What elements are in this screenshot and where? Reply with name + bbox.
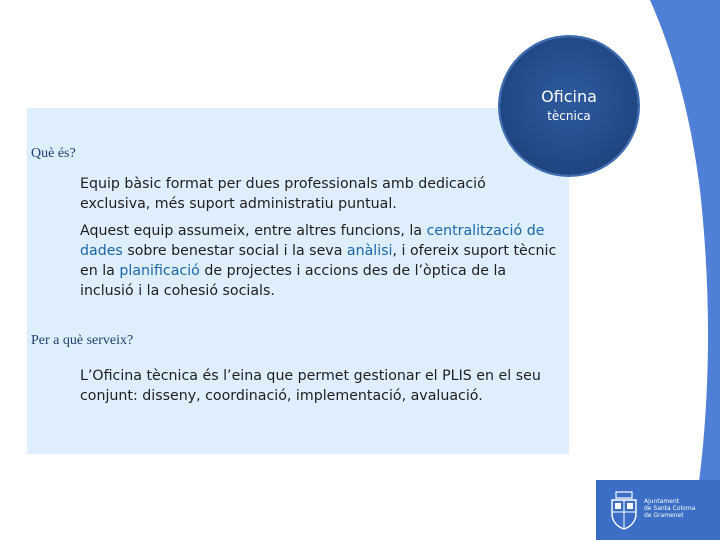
- logo-line: de Gramenet: [644, 512, 684, 519]
- text-segment: de projectes i accions des de l’òptica de la inclusió i la cohesió socials.: [80, 263, 507, 299]
- text-segment: Aquest equip assumeix, entre altres funcions, la: [80, 223, 427, 239]
- coat-of-arms-icon: [608, 490, 640, 530]
- blue-side-band: [650, 0, 720, 540]
- council-logo: [596, 480, 720, 540]
- paragraph-team: Equip bàsic format per dues professionals amb dedicació exclusiva, més suport administratiu puntual.: [80, 176, 486, 212]
- text-segment: sobre benestar social i la seva: [122, 243, 347, 259]
- highlight-analisi: anàlisi: [346, 243, 393, 259]
- council-name: [644, 498, 695, 519]
- paragraph-purpose: L’Oficina tècnica és l’eina que permet gestionar el PLIS en el seu conjunt: disseny, coordinació, implementació, avaluació.: [80, 368, 541, 404]
- logo-line: de Santa Coloma: [644, 505, 696, 512]
- badge-title: Oficina: [541, 87, 597, 106]
- highlight-planificacio: planificació: [119, 263, 200, 279]
- oficina-tecnica-badge: [500, 37, 638, 175]
- highlight-centralitzacio: centralització de dades: [80, 223, 545, 259]
- badge-subtitle: tècnica: [547, 109, 591, 123]
- text-segment: , i ofereix suport tècnic en la: [80, 243, 557, 279]
- question-what-for: Per a què serveix?: [31, 333, 134, 348]
- question-what-is: Què és?: [31, 146, 76, 161]
- logo-line: Ajuntament: [644, 498, 680, 505]
- paragraph-functions: [80, 221, 560, 301]
